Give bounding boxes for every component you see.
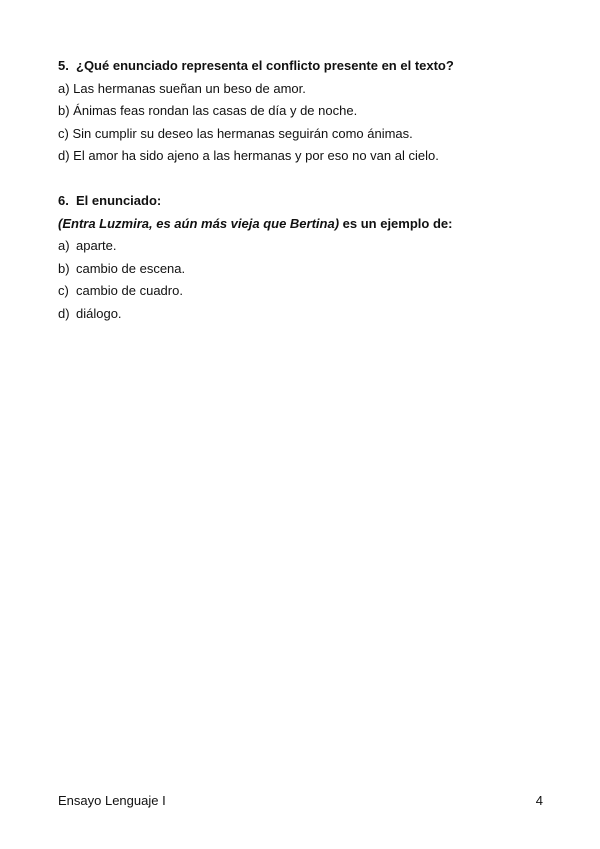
option-text: cambio de cuadro. [76,283,183,298]
question-6-option-b [58,261,185,277]
question-5-option-b: b) Ánimas feas rondan las casas de día y de noche. [58,103,358,118]
option-letter: c) [58,283,69,298]
question-6-heading [58,193,161,209]
question-6-quote-line [58,216,452,232]
question-6-option-d [58,306,122,322]
page-number: 4 [535,793,543,808]
question-5-option-c: c) Sin cumplir su deseo las hermanas seguirán como ánimas. [58,126,413,141]
question-5-option-a: a) Las hermanas sueñan un beso de amor. [58,81,306,96]
footer-title: Ensayo Lenguaje I [58,793,166,808]
question-6-quote-suffix: es un ejemplo de: [339,216,453,231]
option-text: diálogo. [76,306,122,321]
option-letter: b) [58,261,70,276]
question-6-prompt: El enunciado: [76,193,162,208]
question-5-heading [58,58,454,74]
question-5-number: 5. [58,58,69,73]
question-5-prompt: ¿Qué enunciado representa el conflicto presente en el texto? [76,58,454,73]
option-text: aparte. [76,238,117,253]
option-letter: a) [58,238,70,253]
option-text: cambio de escena. [76,261,186,276]
option-letter: d) [58,306,70,321]
question-6-option-a [58,238,116,254]
question-6-option-c [58,283,183,299]
question-6-quote: (Entra Luzmira, es aún más vieja que Bertina) [58,216,340,231]
question-5-option-d: d) El amor ha sido ajeno a las hermanas y por eso no van al cielo. [58,148,439,163]
question-6-number: 6. [58,193,69,208]
